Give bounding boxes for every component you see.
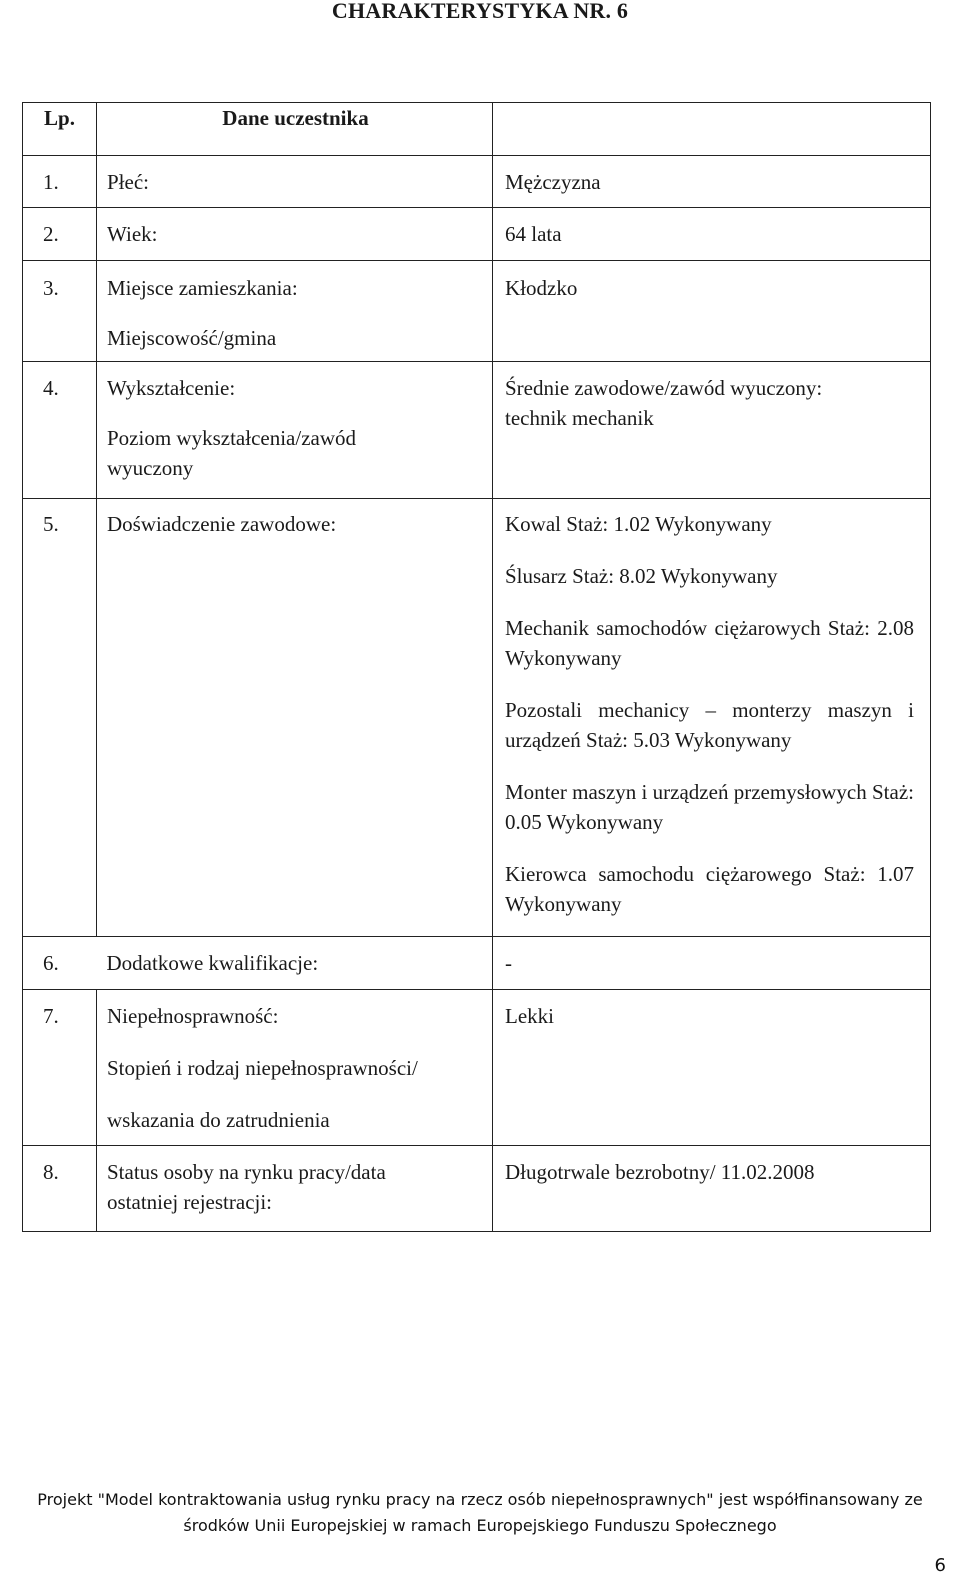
experience-entry: Mechanik samochodów ciężarowych Staż: 2.08 Wykonywany <box>505 616 914 670</box>
value-text: Średnie zawodowe/zawód wyuczony: technik mechanik <box>505 376 823 430</box>
row-label <box>97 261 493 362</box>
row-label <box>97 1146 493 1232</box>
row-value <box>493 362 931 499</box>
sublabel-text: Stopień i rodzaj niepełnosprawności/ <box>107 1056 418 1080</box>
number-text: 7. <box>43 1004 59 1028</box>
row-value <box>493 937 931 990</box>
label-text: Niepełnosprawność: <box>107 1004 279 1028</box>
experience-entry: Monter maszyn i urządzeń przemysłowych Staż: 0.05 Wykonywany <box>505 780 914 834</box>
row-label <box>97 499 493 937</box>
table-row <box>23 208 931 261</box>
row-label <box>97 990 493 1146</box>
header-lp <box>23 103 97 156</box>
table-row <box>23 261 931 362</box>
row-number: 1. <box>23 156 97 208</box>
row-label <box>97 937 493 990</box>
table-row <box>23 499 931 937</box>
label-text: Doświadczenie zawodowe: <box>107 512 337 536</box>
label-text: Dodatkowe kwalifikacje: <box>106 951 319 975</box>
table-row <box>23 1146 931 1232</box>
sublabel-text: Miejscowość/gmina <box>107 326 277 350</box>
row-value <box>493 156 931 208</box>
value-text: Długotrwale bezrobotny/ 11.02.2008 <box>505 1160 815 1184</box>
row-value <box>493 208 931 261</box>
label-text: Wykształcenie: <box>107 376 236 400</box>
label-text: Status osoby na rynku pracy/data ostatniej rejestracji: <box>107 1160 386 1214</box>
number-text: 5. <box>43 512 59 536</box>
sublabel-text: wskazania do zatrudnienia <box>107 1108 330 1132</box>
label-text: Płeć: <box>107 170 149 194</box>
header-lp-text: Lp. <box>44 106 75 130</box>
label-text: Wiek: <box>107 222 158 246</box>
experience-entry: Kowal Staż: 1.02 Wykonywany <box>505 512 772 536</box>
page-title: CHARAKTERYSTYKA NR. 6 <box>331 0 629 23</box>
page-number: 6 <box>934 1555 946 1576</box>
footer-line: Projekt "Model kontraktowania usług rynku pracy na rzecz osób niepełnosprawnych" jest współfinansowany ze <box>37 1490 923 1509</box>
footer-line: środków Unii Europejskiej w ramach Europejskiego Funduszu Społecznego <box>183 1516 777 1535</box>
value-text: Mężczyzna <box>505 170 601 194</box>
experience-entry: Pozostali mechanicy – monterzy maszyn i urządzeń Staż: 5.03 Wykonywany <box>505 698 914 752</box>
row-label <box>97 156 493 208</box>
sublabel-text: Poziom wykształcenia/zawód wyuczony <box>107 426 357 480</box>
row-label <box>97 362 493 499</box>
row-number <box>23 261 97 362</box>
experience-entry: Kierowca samochodu ciężarowego Staż: 1.07 Wykonywany <box>505 862 914 916</box>
row-number <box>23 1146 97 1232</box>
value-text: 64 lata <box>505 222 562 246</box>
header-participant-data: Dane uczestnika <box>97 103 493 156</box>
value-text: - <box>505 951 512 975</box>
value-text: Kłodzko <box>505 276 578 300</box>
participant-table <box>22 102 931 1232</box>
table-row <box>23 990 931 1146</box>
row-number <box>23 990 97 1146</box>
row-number <box>23 208 97 261</box>
value-text: Lekki <box>505 1004 554 1028</box>
header-empty <box>493 103 931 156</box>
experience-list <box>493 499 931 937</box>
experience-entry: Ślusarz Staż: 8.02 Wykonywany <box>505 564 778 588</box>
number-text: 3. <box>43 276 59 300</box>
row-label <box>97 208 493 261</box>
table-row <box>23 362 931 499</box>
table-row <box>23 937 931 990</box>
row-number <box>23 362 97 499</box>
number-text: 6. <box>43 951 59 975</box>
number-text: 8. <box>43 1160 59 1184</box>
funding-footer <box>0 1487 960 1539</box>
table-row <box>23 156 931 208</box>
row-value <box>493 990 931 1146</box>
number-text: 2. <box>43 222 59 246</box>
row-number <box>23 937 97 990</box>
number-text: 4. <box>43 376 59 400</box>
row-number <box>23 499 97 937</box>
table-header-row <box>23 103 931 156</box>
row-value <box>493 1146 931 1232</box>
row-value <box>493 261 931 362</box>
label-text: Miejsce zamieszkania: <box>107 276 298 300</box>
